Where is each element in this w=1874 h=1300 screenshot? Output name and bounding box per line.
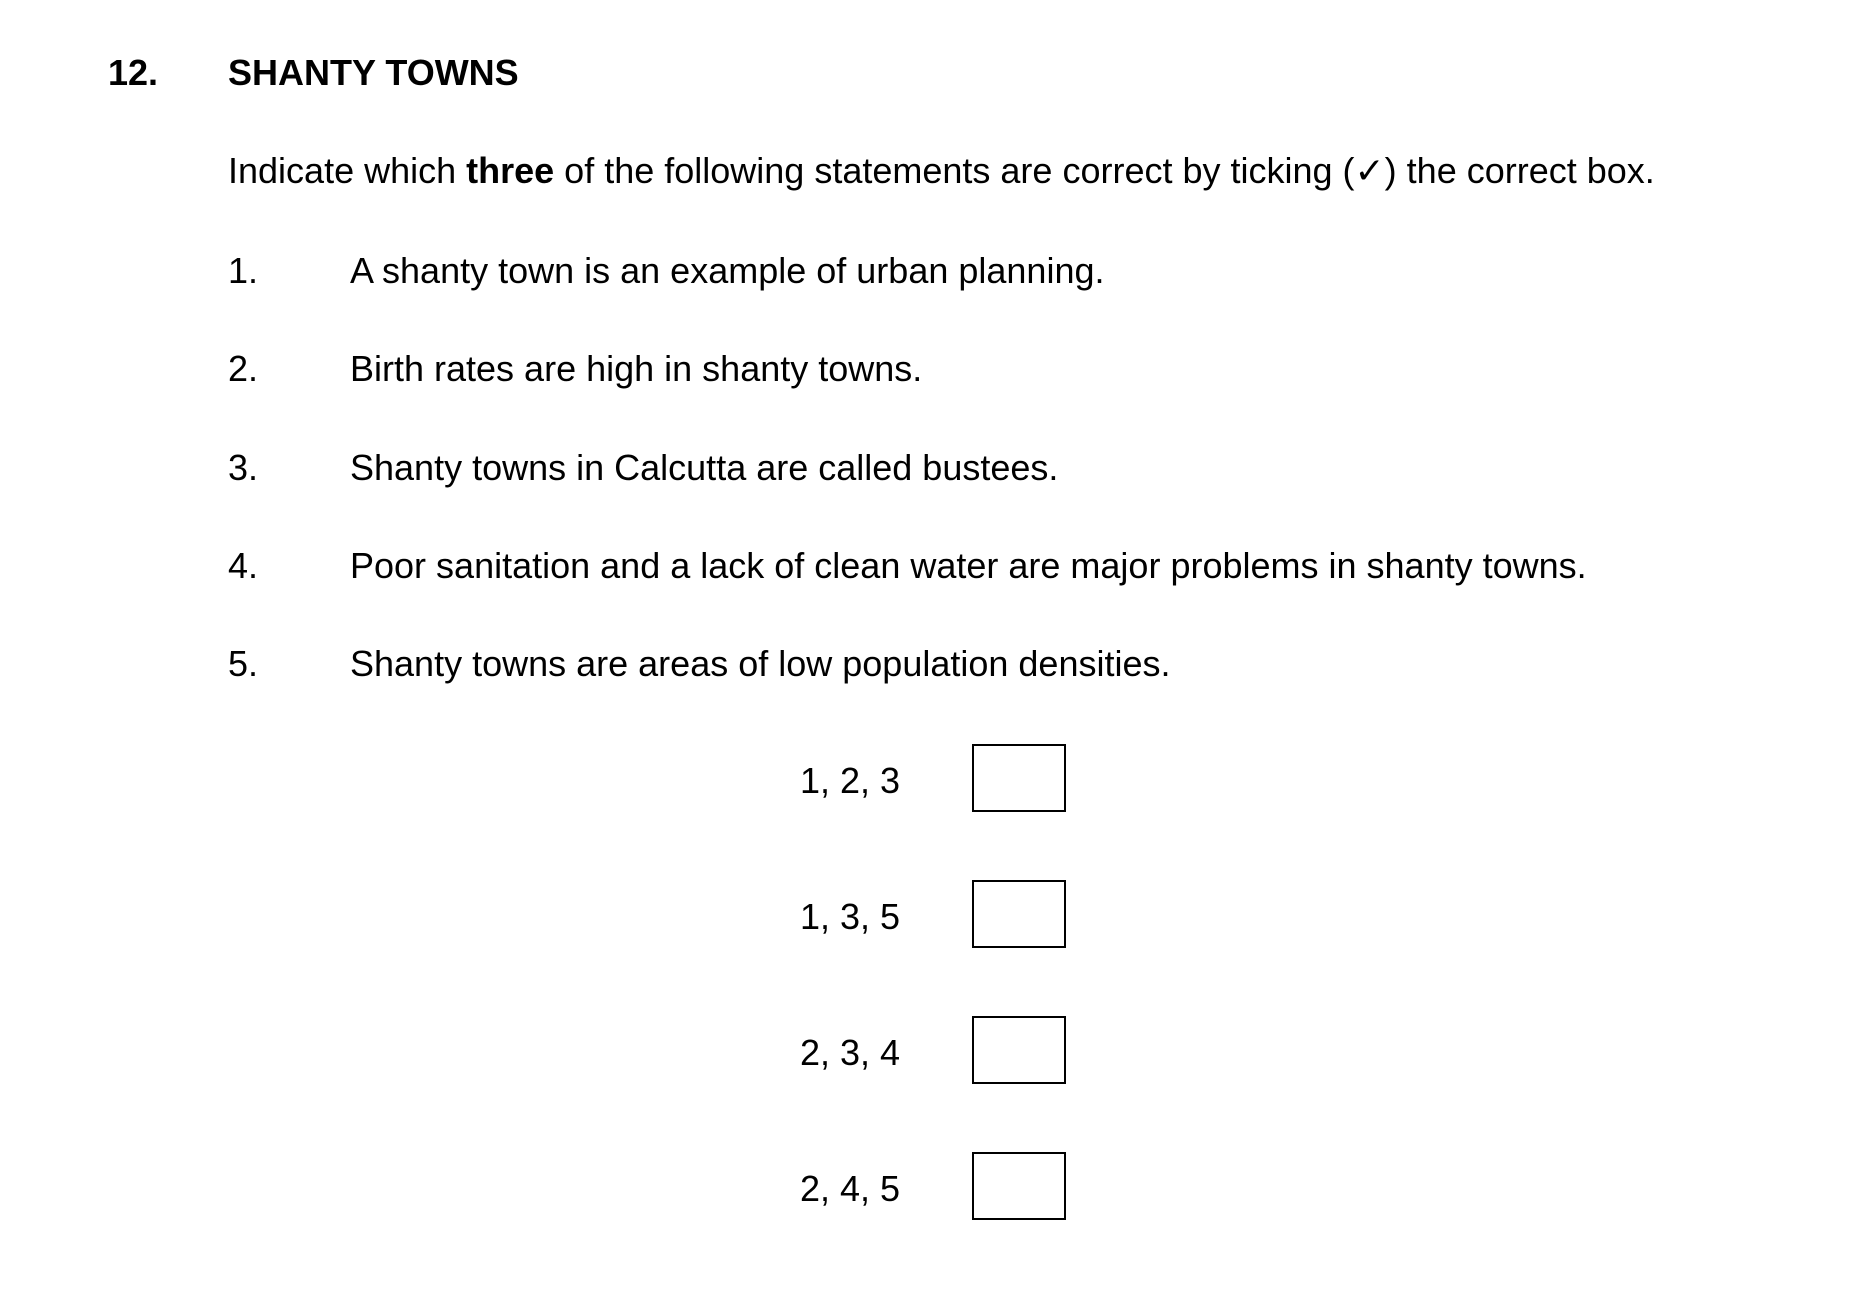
statement-number: 5. bbox=[228, 643, 259, 684]
statement-number: 4. bbox=[228, 545, 259, 586]
option-label: 1, 2, 3 bbox=[800, 760, 901, 801]
tick-box-option-3[interactable] bbox=[972, 1016, 1066, 1084]
tick-box-option-1[interactable] bbox=[972, 744, 1066, 812]
statement-number: 1. bbox=[228, 250, 259, 291]
statement-number: 2. bbox=[228, 348, 259, 389]
statement-text: Birth rates are high in shanty towns. bbox=[350, 348, 923, 389]
statement-text: Shanty towns in Calcutta are called bustees. bbox=[350, 447, 1059, 488]
instruction bbox=[228, 150, 1655, 192]
option-label: 1, 3, 5 bbox=[800, 896, 901, 937]
option-label: 2, 3, 4 bbox=[800, 1032, 901, 1073]
statement-text: A shanty town is an example of urban planning. bbox=[350, 250, 1105, 291]
statement-text: Shanty towns are areas of low population densities. bbox=[350, 643, 1171, 684]
question-title: SHANTY TOWNS bbox=[228, 52, 519, 93]
statement-text: Poor sanitation and a lack of clean water are major problems in shanty towns. bbox=[350, 545, 1587, 586]
instruction-text-pre: Indicate which bbox=[228, 150, 467, 191]
tick-box-option-4[interactable] bbox=[972, 1152, 1066, 1220]
option-label: 2, 4, 5 bbox=[800, 1168, 901, 1209]
instruction-text-post: of the following statements are correct by ticking (✓) the correct box. bbox=[554, 150, 1655, 191]
tick-box-option-2[interactable] bbox=[972, 880, 1066, 948]
instruction-text-bold: three bbox=[466, 150, 555, 191]
question-number: 12. bbox=[108, 52, 159, 93]
statement-number: 3. bbox=[228, 447, 259, 488]
